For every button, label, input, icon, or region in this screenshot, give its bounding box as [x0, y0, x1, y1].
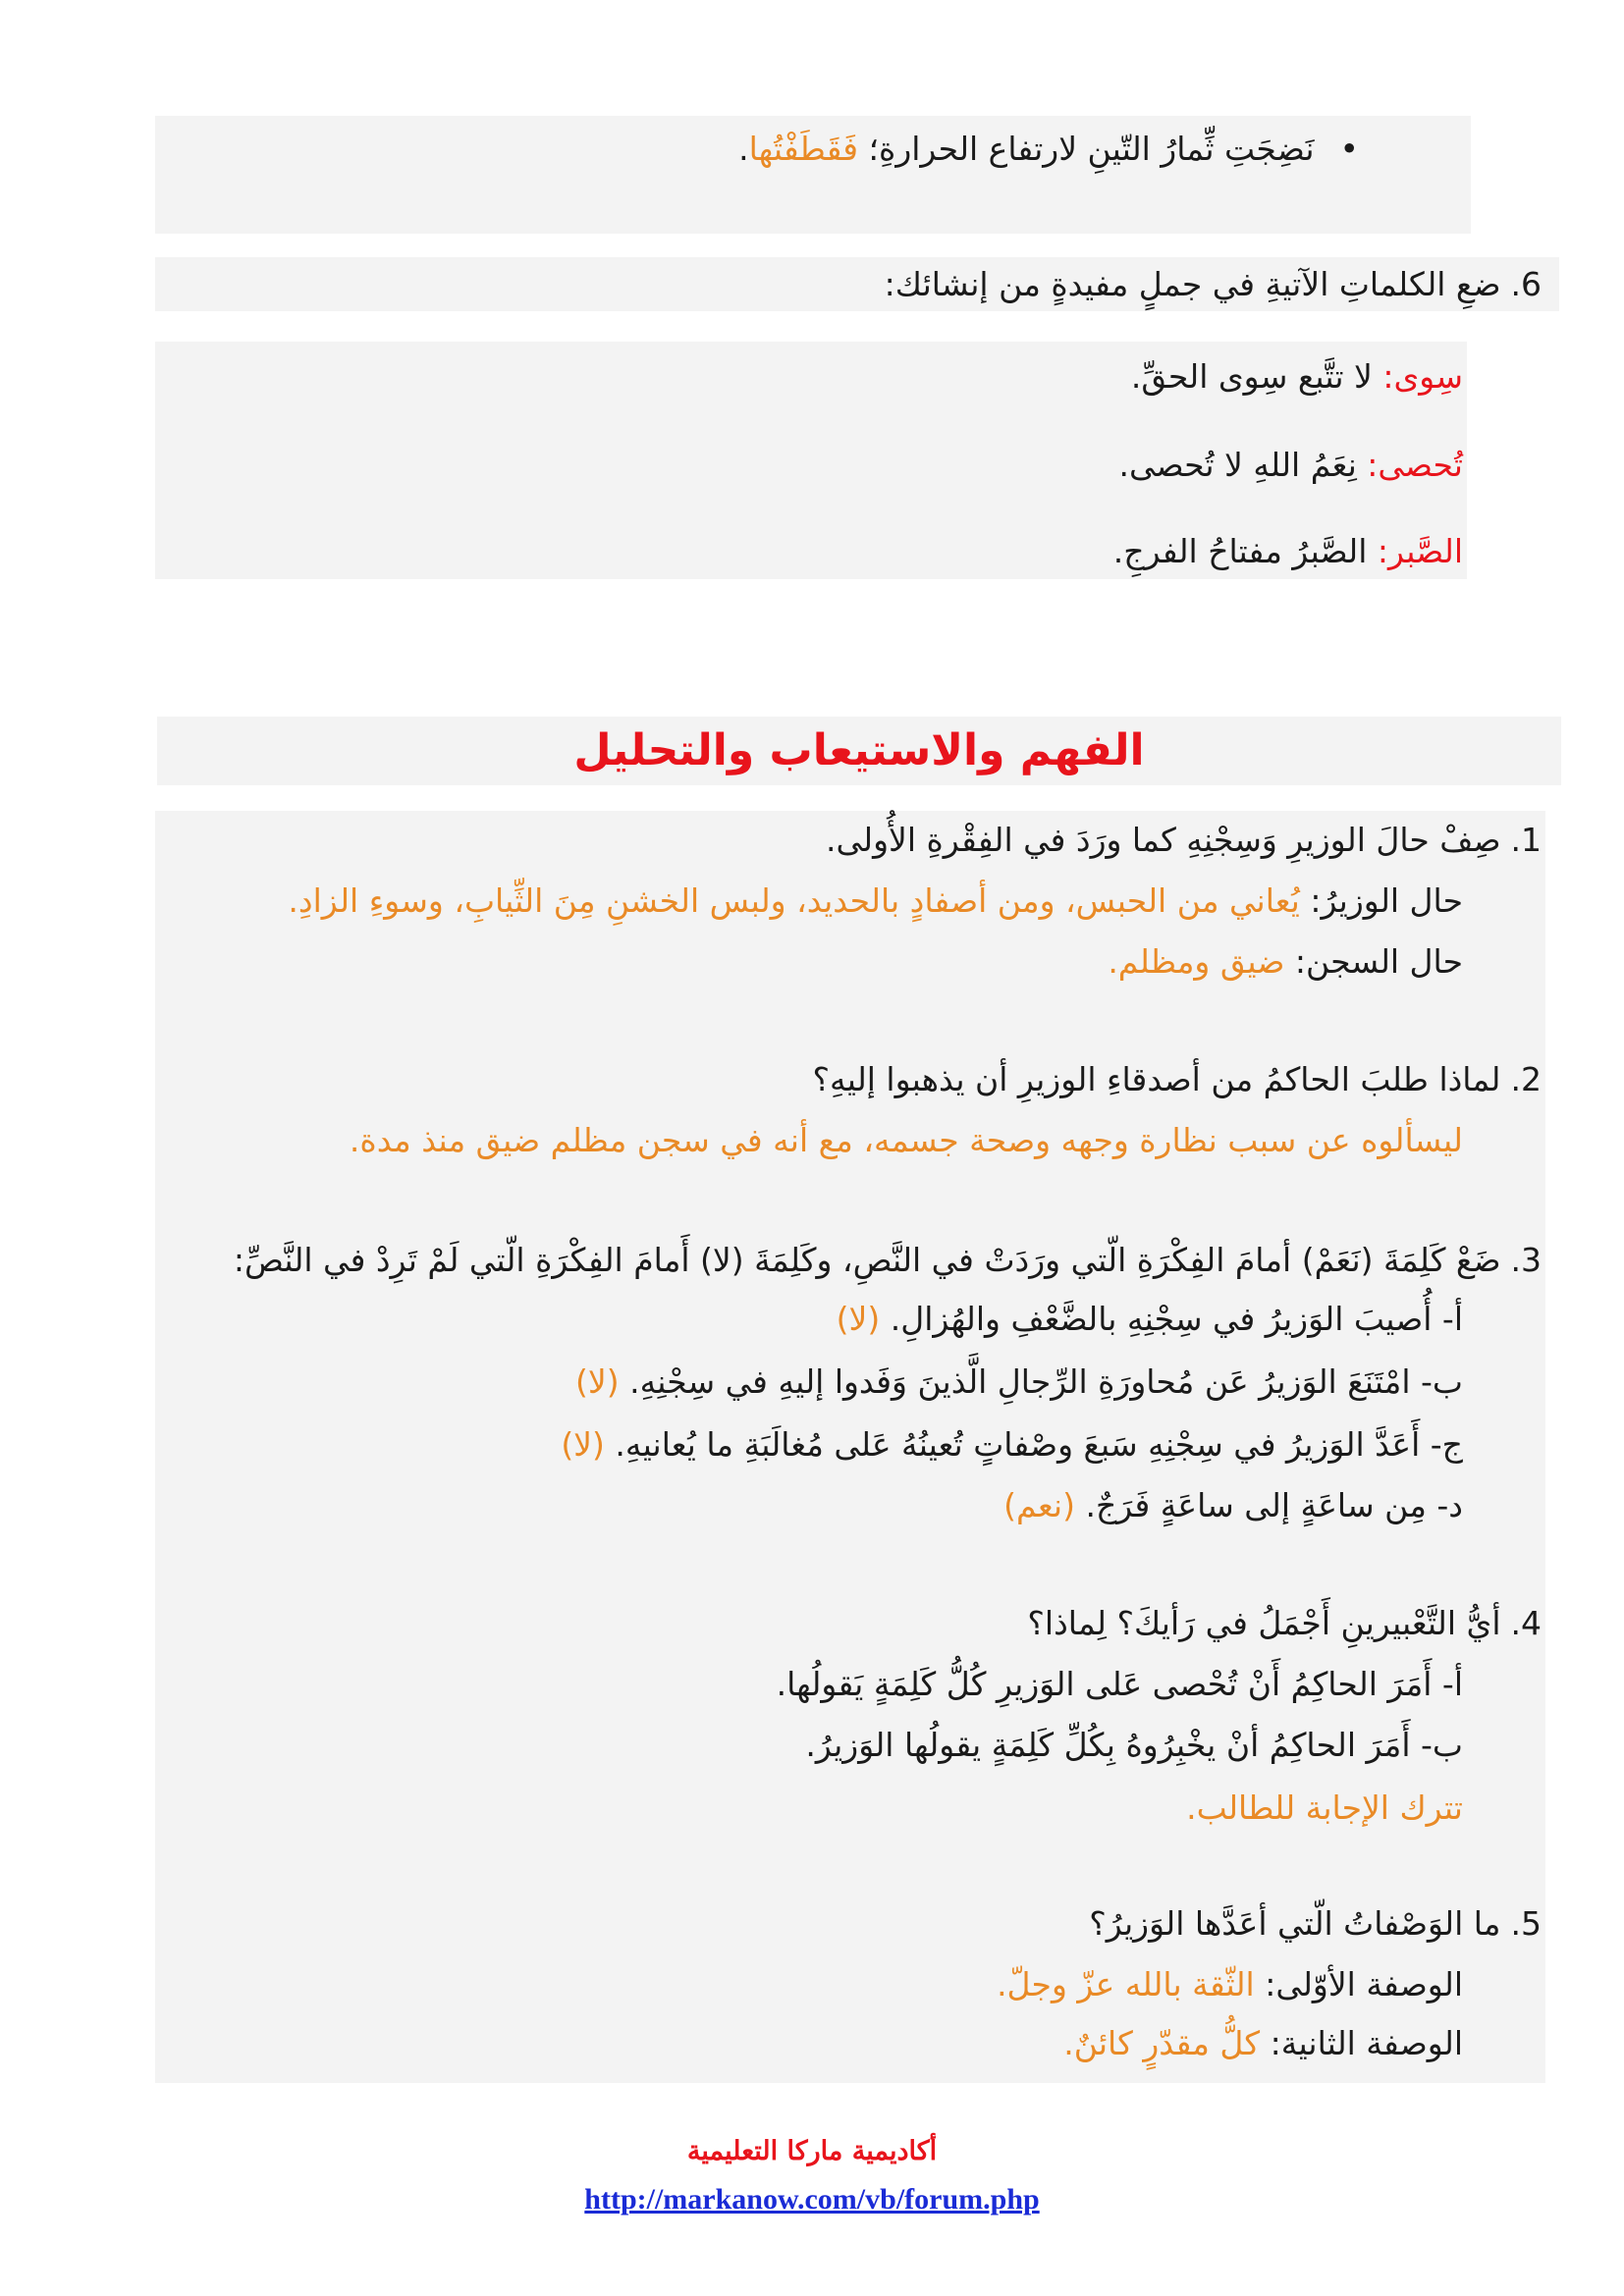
section-title: الفهم والاستيعاب والتحليل — [157, 717, 1561, 785]
q1-text: صِفْ حالَ الوزيرِ وَسِجْنِهِ كما ورَدَ في الفِقْرةِ الأُولى. — [826, 821, 1501, 859]
q3-item-answer: (لا) — [561, 1425, 605, 1464]
q4-number: 4. — [1510, 1604, 1542, 1642]
q5-answer: الثّقة بالله عزّ وجلّ. — [997, 1965, 1255, 2003]
q1-answer: ضيق ومظلم. — [1108, 942, 1285, 981]
q5-line — [997, 1961, 1463, 2008]
q3-item — [561, 1421, 1463, 1468]
q2-question — [813, 1056, 1542, 1103]
q5-label: الوصفة الأوّلى: — [1254, 1965, 1463, 2003]
q2-answer: ليسألوه عن سبب نظارة وجهه وصحة جسمه، مع أنه في سجن مظلم ضيق منذ مدة. — [349, 1121, 1463, 1159]
q3-item — [837, 1296, 1463, 1343]
q1-question — [826, 817, 1542, 864]
q2-text: لماذا طلبَ الحاكمُ من أصدقاءِ الوزيرِ أن يذهبوا إليهِ؟ — [812, 1060, 1501, 1098]
footer-academy-name: أكاديمية ماركا التعليمية — [686, 2136, 938, 2166]
q5-number: 5. — [1510, 1904, 1542, 1943]
q6-item — [1118, 442, 1463, 489]
q5-question — [1089, 1900, 1542, 1948]
q5-answer: كلُّ مقدّرٍ كائنٌ. — [1063, 2024, 1261, 2062]
q2-number: 2. — [1510, 1060, 1542, 1098]
q6-text: ضعِ الكلماتِ الآتيةِ في جملٍ مفيدةٍ من إنشائك: — [884, 265, 1501, 303]
q4-text: أيُّ التَّعْبيرينِ أَجْمَلُ في رَأيكَ؟ لِماذا؟ — [1027, 1604, 1501, 1642]
q6-number: 6. — [1510, 265, 1542, 303]
bullet-dot: • — [1339, 130, 1359, 168]
footer-link[interactable]: http://markanow.com/vb/forum.php — [584, 2183, 1040, 2216]
q3-text: ضَعْ كَلِمَةَ (نَعَمْ) أمامَ الفِكْرَةِ الّتي ورَدَتْ في النَّصِ، وكَلِمَةَ (لا) أَمامَ الفِكْرَةِ الّتي لَمْ تَرِدْ في النَّصِّ: — [233, 1241, 1501, 1279]
bullet-end: . — [738, 130, 749, 168]
q4-option-b: ب- أَمَرَ الحاكِمُ أنْ يخْبِرُوهُ بِكُلِّ كَلِمَةٍ يقولُها الوَزيرُ. — [805, 1726, 1463, 1764]
q6-word: سِوى: — [1382, 357, 1463, 396]
q3-item-answer: (لا) — [836, 1300, 881, 1338]
q6-item — [1131, 353, 1463, 400]
q5-line — [1063, 2020, 1463, 2067]
q1-line — [288, 878, 1463, 925]
q6-item — [1113, 528, 1463, 575]
q4-answer: تترك الإجابة للطالب. — [1186, 1789, 1463, 1827]
q3-number: 3. — [1510, 1241, 1542, 1279]
bullet-item — [738, 126, 1359, 173]
q6-sentence: نِعَمُ اللهِ لا تُحصى. — [1118, 446, 1368, 484]
q1-answer: يُعاني من الحبس، ومن أصفادٍ بالحديد، ولبس الخشنِ مِنَ الثِّيابِ، وسوءِ الزادِ. — [288, 881, 1300, 920]
q3-item-text: أ- أُصيبَ الوَزيرُ في سِجْنِهِ بالضَّعْفِ والهُزالِ. — [880, 1300, 1463, 1338]
q1-line — [1108, 938, 1463, 986]
q3-item-text: د- مِن ساعَةٍ إلى ساعَةٍ فَرَجٌ. — [1074, 1486, 1463, 1524]
q1-label: حال الوزيرُ: — [1299, 881, 1463, 920]
q6-question — [885, 261, 1542, 308]
q6-word: تُحصى: — [1367, 446, 1463, 484]
q3-item — [575, 1359, 1463, 1406]
q3-item-answer: (لا) — [575, 1362, 620, 1401]
q6-word: الصَّبر: — [1377, 532, 1463, 570]
q3-item-answer: (نعم) — [1003, 1486, 1075, 1524]
q3-item-text: ب- امْتَنَعَ الوَزيرُ عَن مُحاورَةِ الرِّجالِ الَّذينَ وَفَدوا إليهِ في سِجْنِهِ. — [619, 1362, 1463, 1401]
q5-text: ما الوَصْفاتُ الّتي أعَدَّها الوَزيرُ؟ — [1089, 1904, 1501, 1943]
bullet-answer: فَقَطَفْتُها — [748, 130, 859, 168]
q1-number: 1. — [1510, 821, 1542, 859]
q6-sentence: الصَّبرُ مفتاحُ الفرجِ. — [1112, 532, 1378, 570]
q4-question — [1027, 1600, 1542, 1647]
bullet-text: نَضِجَتِ ثِّمارُ التّينِ لارتفاع الحرارةِ؛ — [858, 130, 1315, 168]
q5-label: الوصفة الثانية: — [1260, 2024, 1463, 2062]
q-num-strip — [1467, 811, 1545, 2083]
q4-option-a: أ- أَمَرَ الحاكِمُ أَنْ تُحْصى عَلى الوَزيرِ كُلُّ كَلِمَةٍ يَقولُها. — [776, 1665, 1463, 1703]
q3-item — [1003, 1482, 1463, 1529]
q1-label: حال السجن: — [1284, 942, 1463, 981]
q6-sentence: لا تتَّبع سِوى الحقِّ. — [1130, 357, 1383, 396]
q3-question — [234, 1237, 1542, 1284]
q3-item-text: ج- أَعَدَّ الوَزيرُ في سِجْنِهِ سَبعَ وصْفاتٍ تُعينُهُ عَلى مُغالَبَةِ ما يُعانيهِ. — [604, 1425, 1463, 1464]
